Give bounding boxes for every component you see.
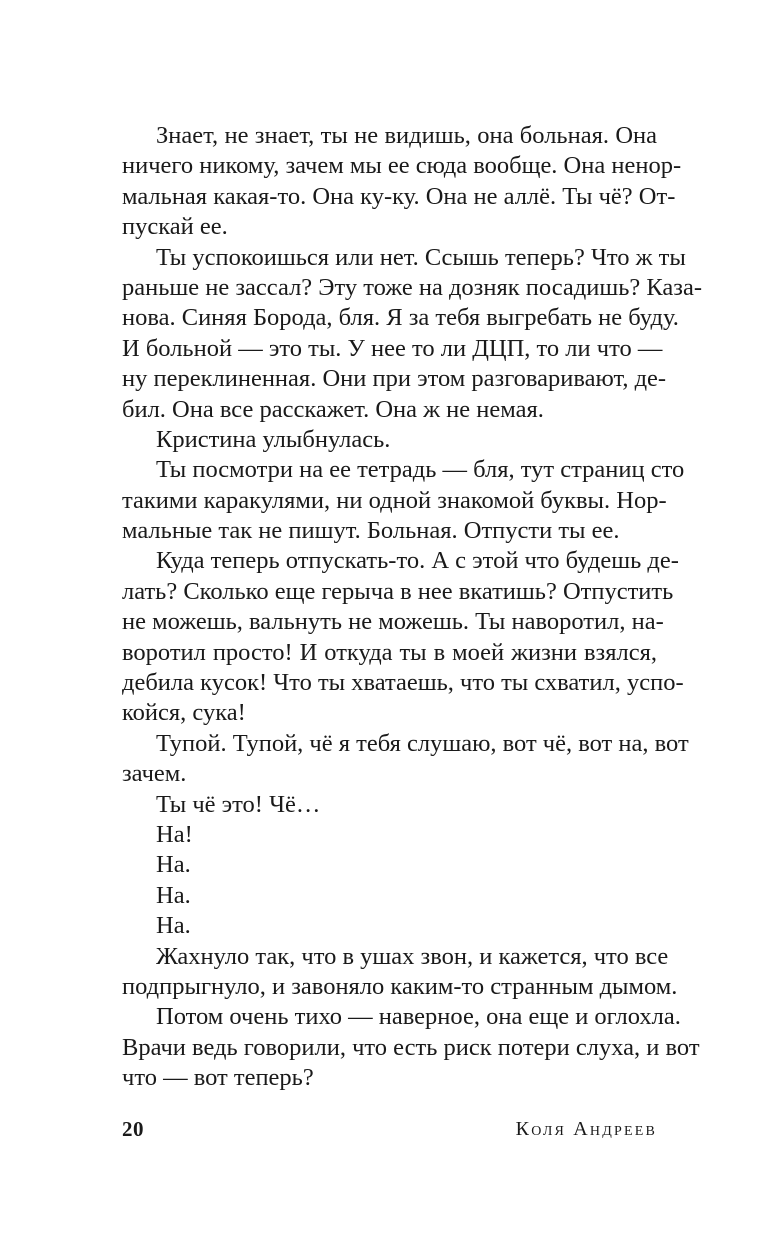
text-line: мальная какая-то. Она ку-ку. Она не аллё. Ты чё? От- [122, 182, 676, 210]
text-line: И больной — это ты. У нее то ли ДЦП, то ли что — [122, 334, 663, 362]
text-line: На. [156, 851, 191, 879]
text-line: лать? Сколько еще герыча в нее вкатишь? Отпустить [122, 577, 674, 605]
text-line: раньше не зассал? Эту тоже на дозняк посадишь? Каза- [122, 273, 703, 301]
text-line: нова. Синяя Борода, бля. Я за тебя выгребать не буду. [122, 304, 679, 332]
text-line: Ты успокоишься или нет. Ссышь теперь? Что ж ты [156, 243, 686, 271]
text-line: воротил просто! И откуда ты в моей жизни взялся, [122, 638, 657, 666]
text-line: не можешь, вальнуть не можешь. Ты наворотил, на- [122, 608, 664, 636]
text-line: Ты чё это! Чё… [156, 790, 321, 818]
running-footer-author: Коля Андреев [515, 1118, 657, 1140]
text-line: бил. Она все расскажет. Она ж не немая. [122, 395, 544, 423]
text-line: что — вот теперь? [122, 1064, 314, 1092]
text-line: Кристина улыбнулась. [156, 425, 391, 453]
text-line: пускай ее. [122, 213, 228, 241]
text-line: На. [156, 912, 191, 940]
text-line: Куда теперь отпускать-то. А с этой что будешь де- [156, 547, 679, 575]
text-line: Ты посмотри на ее тетрадь — бля, тут страниц сто [156, 456, 685, 484]
text-line: дебила кусок! Что ты хватаешь, что ты схватил, успо- [122, 669, 684, 697]
text-line: На. [156, 881, 191, 909]
body-text [122, 121, 703, 1094]
text-line: ничего никому, зачем мы ее сюда вообще. Она ненор- [122, 152, 682, 180]
text-line: Тупой. Тупой, чё я тебя слушаю, вот чё, вот на, вот [156, 729, 689, 757]
text-line: На! [156, 820, 193, 848]
text-line: Жахнуло так, что в ушах звон, и кажется, что все [156, 942, 669, 970]
text-line: подпрыгнуло, и завоняло каким-то странным дымом. [122, 972, 678, 1000]
text-line: такими каракулями, ни одной знакомой буквы. Нор- [122, 486, 667, 514]
text-line: койся, сука! [122, 699, 246, 727]
text-line: Знает, не знает, ты не видишь, она больная. Она [156, 122, 657, 149]
text-line: Потом очень тихо — наверное, она еще и оглохла. [156, 1003, 681, 1031]
page-number: 20 [122, 1117, 144, 1141]
text-line: зачем. [122, 760, 187, 788]
text-line: мальные так не пишут. Больная. Отпусти ты ее. [122, 517, 620, 545]
text-line: ну переклиненная. Они при этом разговаривают, де- [122, 365, 667, 393]
text-line: Врачи ведь говорили, что есть риск потери слуха, и вот [122, 1033, 700, 1061]
